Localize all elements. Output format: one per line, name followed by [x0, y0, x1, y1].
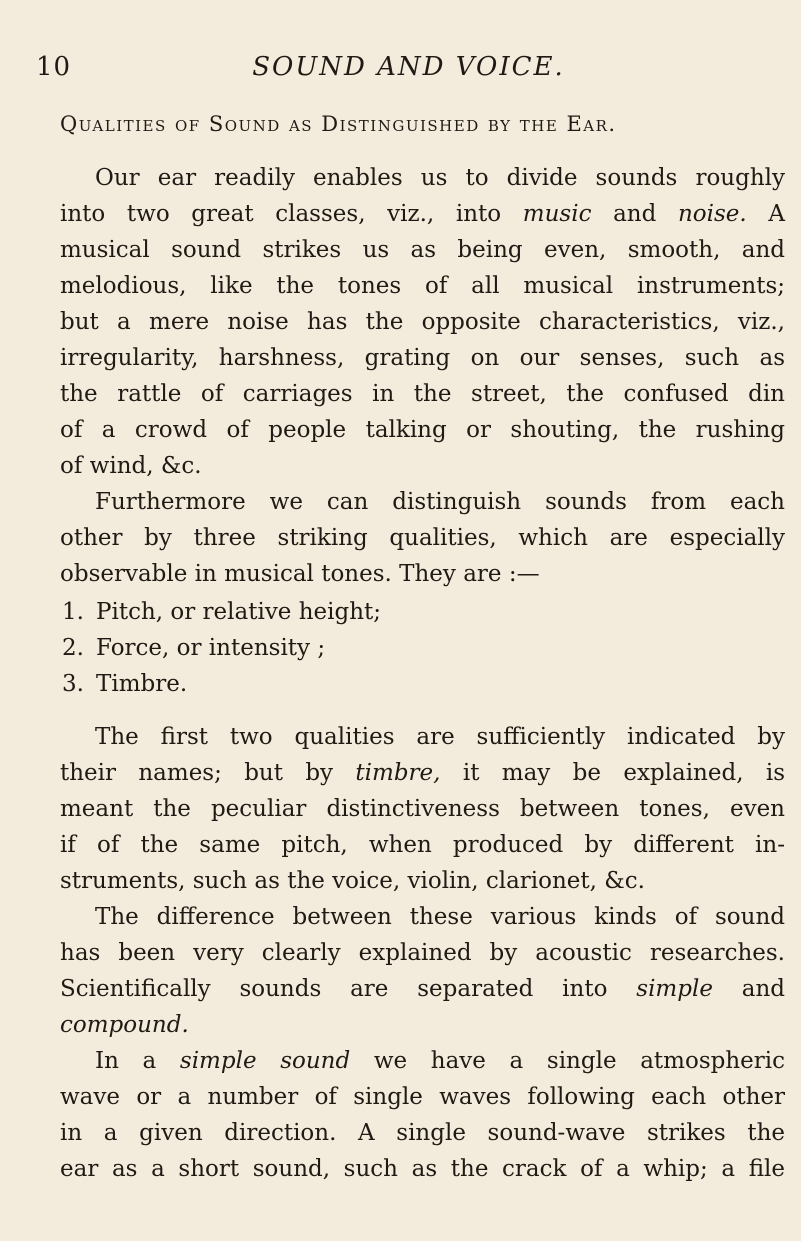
page-number: 10 [36, 52, 72, 82]
text-line: The first two qualities are sufficiently indicated by [95, 724, 785, 750]
text-line: observable in musical tones. They are :— [60, 561, 540, 587]
text-line: the rattle of carriages in the street, the confused din [60, 381, 785, 407]
emphasis: simple sound [179, 1048, 351, 1074]
text-line: of a crowd of people talking or shouting, the rushing [60, 417, 785, 443]
text-line: Scientifically sounds are separated into simple and [60, 976, 786, 1002]
text-line: wave or a number of single waves following each other [60, 1084, 785, 1110]
emphasis: noise. [677, 201, 747, 227]
text-line: their names; but by timbre, it may be explained, is [60, 760, 786, 786]
page-header [36, 52, 781, 88]
text-line: The difference between these various kinds of sound [95, 904, 785, 930]
list-item: 1. Pitch, or relative height; [62, 599, 382, 625]
text-line: struments, such as the voice, violin, clarionet, &c. [60, 868, 645, 894]
text-line: ear as a short sound, such as the crack of a whip; a file [60, 1156, 785, 1182]
text-line: into two great classes, viz., into music and noise. A [60, 201, 785, 227]
emphasis: compound. [60, 1012, 189, 1038]
text-line: has been very clearly explained by acoustic researches. [60, 940, 785, 966]
text-line [60, 1007, 785, 1043]
text-line: melodious, like the tones of all musical instruments; [60, 273, 785, 299]
text-line: Furthermore we can distinguish sounds from each [95, 489, 785, 515]
emphasis: music [522, 201, 592, 227]
text-line: of wind, &c. [60, 453, 202, 479]
emphasis: simple [636, 976, 713, 1002]
text-line: In a simple sound we have a single atmospheric [95, 1048, 785, 1074]
text-line: but a mere noise has the opposite characteristics, viz., [60, 309, 785, 335]
emphasis: timbre, [355, 760, 441, 786]
text-line: meant the peculiar distinctiveness between tones, even [60, 796, 785, 822]
list-item: 3. Timbre. [62, 671, 188, 697]
list-item: 2. Force, or intensity ; [62, 635, 326, 661]
running-title: SOUND AND VOICE. [252, 52, 565, 82]
section-heading: Qualities of Sound as Distinguished by the Ear. [60, 112, 617, 136]
text-line: other by three striking qualities, which are especially [60, 525, 785, 551]
text-line: in a given direction. A single sound-wave strikes the [60, 1120, 785, 1146]
text-line: if of the same pitch, when produced by different in- [60, 832, 785, 858]
text-line: irregularity, harshness, grating on our senses, such as [60, 345, 785, 371]
text-line: musical sound strikes us as being even, smooth, and [60, 237, 785, 263]
text-line: Our ear readily enables us to divide sounds roughly [95, 165, 785, 191]
